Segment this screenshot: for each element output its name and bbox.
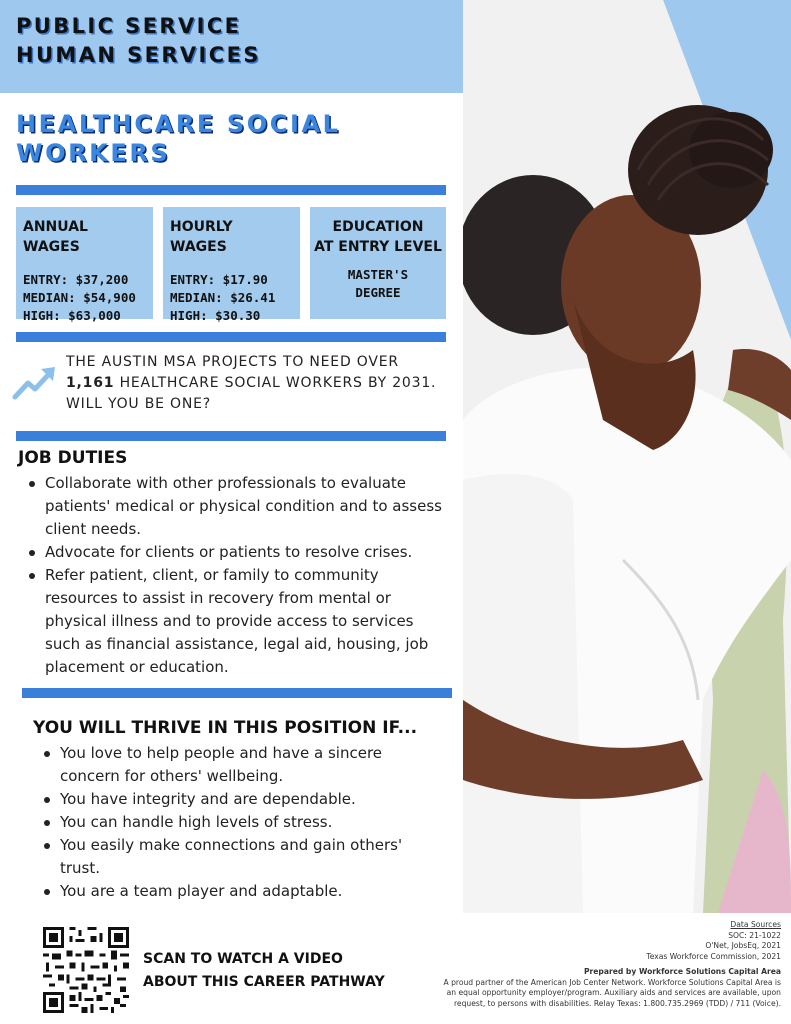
job-duties-list: [25, 472, 445, 679]
hourly-median: MEDIAN: $26.41: [170, 290, 276, 305]
divider-duties: [22, 688, 452, 698]
annual-wages-title: ANNUAL WAGES: [23, 219, 88, 255]
source-2: Texas Workforce Commission, 2021: [646, 951, 781, 961]
career-title: [16, 110, 446, 168]
career-title-line-2: WORKERS: [16, 139, 171, 167]
thrive-item: You love to help people and have a sincere concern for others' wellbeing.: [40, 742, 440, 788]
job-duty-item: Advocate for clients or patients to resolve crises.: [25, 541, 445, 564]
disclaimer-3: request, to persons with disabilities. Relay Texas: 1.800.735.2969 (TDD) / 711 (Voice).: [453, 998, 781, 1008]
thrive-item: You are a team player and adaptable.: [40, 880, 440, 903]
annual-entry: ENTRY: $37,200: [23, 272, 129, 287]
hourly-wages-box: [163, 207, 300, 323]
education-level-line-1: MASTER'S: [347, 267, 409, 282]
divider-top: [16, 185, 446, 195]
hug-illustration: [463, 0, 791, 913]
divider-stats: [16, 332, 446, 342]
thrive-item: You can handle high levels of stress.: [40, 811, 440, 834]
cluster-line-1: PUBLIC SERVICE: [16, 14, 242, 38]
job-duty-item: Collaborate with other professionals to evaluate patients' medical or physical condition and to assess client needs.: [25, 472, 445, 541]
job-duties-heading: JOB DUTIES: [18, 448, 128, 468]
source-1: O'Net, JobsEq, 2021: [705, 941, 781, 950]
thrive-item: You have integrity and are dependable.: [40, 788, 440, 811]
footer-sources: [441, 920, 781, 1009]
annual-wages-box: [16, 207, 153, 323]
divider-projection: [16, 431, 446, 441]
thrive-list: [40, 742, 440, 903]
scan-line-2: ABOUT THIS CAREER PATHWAY: [143, 974, 385, 990]
education-box: [310, 207, 446, 319]
hourly-wages-title: HOURLY WAGES: [170, 219, 233, 255]
thrive-item: You easily make connections and gain others' trust.: [40, 834, 440, 880]
education-title-line-1: EDUCATION: [332, 219, 424, 235]
trend-up-arrow-icon: [12, 364, 58, 402]
career-title-line-1: HEALTHCARE SOCIAL: [16, 110, 341, 138]
projection-after: HEALTHCARE SOCIAL WORKERS BY 2031. WILL YOU BE ONE?: [66, 375, 437, 412]
scan-cta: [143, 948, 385, 994]
projection-before: THE AUSTIN MSA PROJECTS TO NEED OVER: [66, 354, 399, 370]
hourly-entry: ENTRY: $17.90: [170, 272, 268, 287]
projection-text: [66, 352, 452, 415]
cluster-title: [16, 12, 261, 70]
cluster-line-2: HUMAN SERVICES: [16, 43, 261, 67]
sources-title: Data Sources: [730, 920, 781, 929]
disclaimer-2: an equal opportunity employer/program. Auxiliary aids and services are available, upon: [446, 988, 781, 997]
education-level-line-2: DEGREE: [355, 285, 401, 300]
annual-median: MEDIAN: $54,900: [23, 290, 136, 305]
hourly-high: HIGH: $30.30: [170, 308, 261, 323]
projection-count: 1,161: [66, 375, 115, 391]
hero-photo: [463, 0, 791, 913]
disclaimer-1: A proud partner of the American Job Center Network. Workforce Solutions Capital Area is: [443, 977, 781, 987]
qr-code-icon[interactable]: [43, 927, 129, 1013]
thrive-heading: YOU WILL THRIVE IN THIS POSITION IF...: [33, 718, 418, 738]
job-duty-item: Refer patient, client, or family to community resources to assist in recovery from mental or physical illness and to provide access to services such as financial assistance, legal aid, housing, job placement or education.: [25, 564, 445, 679]
annual-high: HIGH: $63,000: [23, 308, 121, 323]
soc-code: SOC: 21-1022: [728, 930, 781, 940]
prepared-by: Prepared by Workforce Solutions Capital Area: [583, 967, 781, 976]
scan-line-1: SCAN TO WATCH A VIDEO: [143, 951, 343, 967]
education-title-line-2: AT ENTRY LEVEL: [314, 239, 442, 255]
